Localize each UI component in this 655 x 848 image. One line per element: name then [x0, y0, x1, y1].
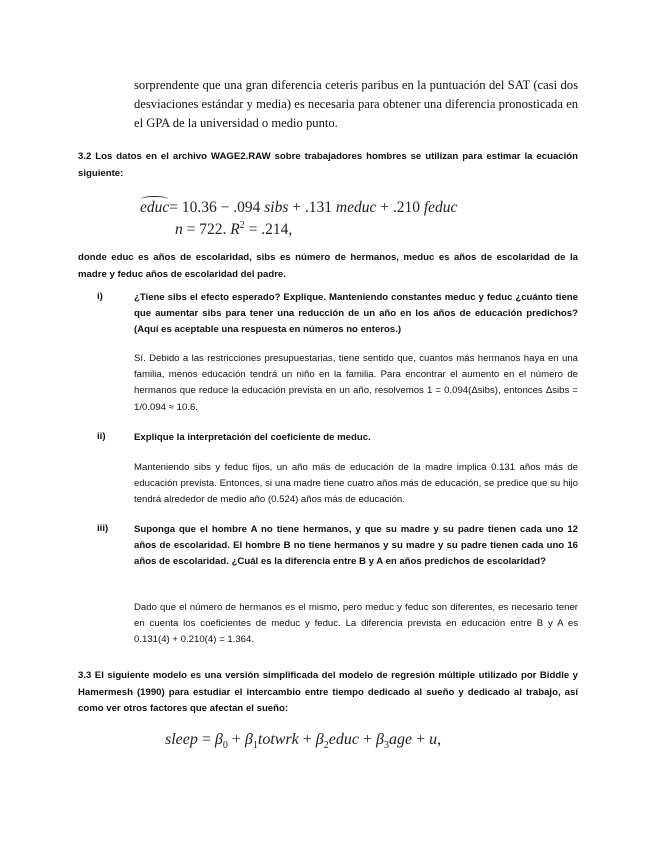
regression-stats: n = 722. $R^2 = .214$,	[175, 220, 293, 239]
sleep-model-equation: sleep = $\beta_0$ + $\beta_1totwrk$ + $\beta_2educ + \beta_3age + u$,	[165, 731, 442, 752]
item-number-i: i)	[97, 291, 103, 302]
question-iii: Suponga que el hombre A no tiene hermanos, y que su madre y su padre tienen cada uno 12 años de escolaridad. El hombre B no tiene hermanos y su madre y su padre tienen cada uno 16 años de escolaridad. ¿Cuál es la diferencia entre B y A en años predichos de escolaridad?	[134, 524, 578, 568]
intro-paragraph: sorprendente que una gran diferencia ceteris paribus en la puntuación del SAT (casi dos desviaciones estándar y media) es necesaria para obtener una diferencia pronosticada en el GPA de la universidad o medio punto.	[134, 78, 578, 131]
section-3-2-heading: 3.2 Los datos en el archivo WAGE2.RAW sobre trabajadores hombres se utilizan para estimar la ecuación siguiente:	[78, 151, 578, 179]
item-number-iii: iii)	[97, 523, 109, 534]
regression-equation: educ= 10.36 − .094 sibs + .131 meduc + .210 feduc	[140, 199, 458, 216]
question-ii: Explique la interpretación del coeficiente de meduc.	[134, 432, 371, 443]
educ-hat: educ	[140, 199, 170, 216]
answer-iii: Dado que el número de hermanos es el mismo, pero meduc y feduc son diferentes, es necesario tener en cuenta los coeficientes de meduc y feduc. La diferencia prevista en educación entre B y A es 0.131(4) + 0.210(4) = 1.364.	[134, 602, 578, 646]
variable-description: donde educ es años de escolaridad, sibs es número de hermanos, meduc es años de escolaridad de la madre y feduc años de escolaridad del padre.	[78, 252, 578, 280]
section-3-3-heading: 3.3 El siguiente modelo es una versión simplificada del modelo de regresión múltiple utilizado por Biddle y Hamermesh (1990) para estudiar el intercambio entre tiempo dedicado al sueño y dedicado al trabajo, así como ver otros factores que afectan el sueño:	[78, 670, 578, 714]
answer-i: Sí. Debido a las restricciones presupuestarias, tiene sentido que, cuantos más hermanos haya en una familia, menos educación tendrá un niño en la familia. Para encontrar el aumento en el número de hermanos que reduce la educación prevista en un año, resolvemos 1 = 0.094(Δsibs), entonces Δsibs = 1/0.094 ≈ 10.6.	[134, 353, 578, 413]
answer-ii: Manteniendo sibs y feduc fijos, un año más de educación de la madre implica 0.131 años más de educación prevista. Entonces, si una madre tiene cuatro años más de educación, se predice que su hijo tendrá alrededor de medio año (0.524) años más de educación.	[134, 462, 578, 506]
item-number-ii: ii)	[97, 431, 106, 442]
question-i: ¿Tiene sibs el efecto esperado? Explique. Manteniendo constantes meduc y feduc ¿cuánto tiene que aumentar sibs para tener una reducción de un año en los años de educación predichos? (Aquí es aceptable una respuesta en números no enteros.)	[134, 292, 578, 336]
